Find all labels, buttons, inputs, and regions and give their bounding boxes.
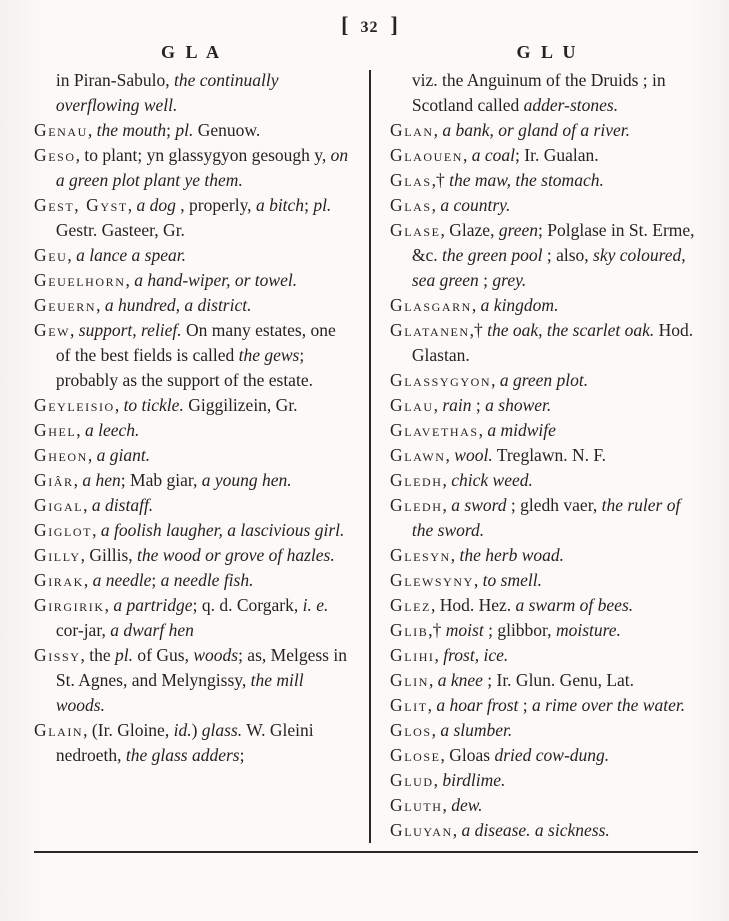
dictionary-entry	[390, 818, 705, 843]
headword: Gheon	[34, 445, 88, 465]
dictionary-entry	[390, 618, 705, 643]
dictionary-entry	[34, 243, 349, 268]
definition-italic: to tickle.	[123, 395, 184, 415]
entry-text: ,	[450, 545, 460, 565]
dictionary-entry	[34, 568, 349, 593]
entry-text: ,	[96, 295, 105, 315]
entry-text: ; probably as the support of the estate.	[55, 345, 313, 390]
definition-italic: a leech.	[85, 420, 140, 440]
headword: Glit	[390, 695, 428, 715]
entry-text: ,	[114, 395, 124, 415]
dictionary-entry	[390, 493, 705, 543]
definition-italic: the oak, the scarlet oak.	[487, 320, 655, 340]
dictionary-entry	[390, 693, 705, 718]
headword: Gluth	[390, 795, 443, 815]
entry-text: ,†	[428, 620, 446, 640]
entry-text: ,	[491, 370, 500, 390]
definition-italic: a needle	[92, 570, 152, 590]
entry-text: ;	[518, 695, 532, 715]
definition-italic: rain	[442, 395, 472, 415]
dictionary-entry	[390, 118, 705, 143]
entry-text: ;	[166, 120, 176, 140]
definition-italic: birdlime.	[442, 770, 506, 790]
headword: Glihi	[390, 645, 435, 665]
entry-text: ; Ir. Glun. Genu, Lat.	[482, 670, 635, 690]
entry-text: ,	[433, 395, 443, 415]
definition-italic: the continually overflowing well.	[55, 70, 279, 115]
definition-italic: dew.	[451, 795, 483, 815]
dictionary-entry	[390, 168, 705, 193]
definition-italic: moisture.	[555, 620, 621, 640]
dictionary-entry	[34, 718, 349, 768]
entry-text: Hod. Glastan.	[411, 320, 694, 365]
definition-italic: a distaff.	[91, 495, 154, 515]
definition-italic: a lance a spear.	[76, 245, 186, 265]
entry-text: ,	[463, 145, 472, 165]
entry-continuation	[34, 68, 349, 118]
definition-italic: a foolish laugher, a lascivious girl.	[100, 520, 345, 540]
entry-text: ,	[471, 295, 481, 315]
dictionary-entry	[390, 368, 705, 393]
entry-continuation	[390, 68, 705, 118]
definition-italic: the herb woad.	[459, 545, 565, 565]
dictionary-entry	[34, 118, 349, 143]
headword: Glas	[390, 170, 432, 190]
headword: Glin	[390, 670, 429, 690]
entry-text: , Gillis,	[80, 545, 138, 565]
headword: Geu	[34, 245, 68, 265]
definition-italic: a swarm of bees.	[515, 595, 634, 615]
entry-text: ,†	[469, 320, 488, 340]
headword: Geuelhorn	[34, 270, 126, 290]
entry-text: , the	[80, 645, 116, 665]
dictionary-entry	[34, 193, 349, 243]
page-number: 32	[360, 19, 379, 36]
definition-italic: a country.	[440, 195, 511, 215]
column-divider-rule	[369, 70, 371, 843]
definition-italic: green	[498, 220, 539, 240]
entry-text: Gestr. Gasteer, Gr.	[55, 220, 185, 240]
headword: Glose	[390, 745, 441, 765]
headword: Glavethas	[390, 420, 479, 440]
definition-italic: glass.	[201, 720, 243, 740]
headword: Glase	[390, 220, 441, 240]
dictionary-entry	[390, 718, 705, 743]
definition-italic: a slumber.	[440, 720, 513, 740]
headword: Gest, Gyst	[34, 195, 128, 215]
definition-italic: pl.	[115, 645, 134, 665]
definition-italic: a dog	[136, 195, 176, 215]
definition-italic: support, relief.	[78, 320, 182, 340]
entry-text: ,	[83, 570, 93, 590]
entry-text: in Piran-Sabulo,	[55, 70, 174, 90]
definition-italic: the glass adders	[125, 745, 240, 765]
entry-text: ,	[442, 470, 452, 490]
entry-text: ,	[428, 670, 438, 690]
dictionary-entry	[390, 143, 705, 168]
definition-italic: pl.	[175, 120, 194, 140]
definition-italic: a giant.	[96, 445, 151, 465]
page-header	[34, 10, 705, 40]
headword: Gissy	[34, 645, 81, 665]
entry-text: ,	[427, 695, 437, 715]
left-column-header: G L A	[160, 42, 223, 62]
entry-text: ,	[478, 420, 488, 440]
dictionary-entry	[34, 393, 349, 418]
headword: Glasgarn	[390, 295, 472, 315]
definition-italic: adder-stones.	[523, 95, 619, 115]
entry-text: ;	[471, 395, 486, 415]
definition-italic: a midwife	[487, 420, 556, 440]
entry-text: cor-jar,	[55, 620, 111, 640]
definition-italic: wool.	[454, 445, 493, 465]
entry-text: ; also,	[542, 245, 594, 265]
definition-italic: the ruler of the sword.	[411, 495, 681, 540]
definition-italic: grey.	[492, 270, 527, 290]
dictionary-entry	[34, 143, 349, 193]
right-column-header: G L U	[516, 42, 579, 62]
dictionary-entry	[390, 668, 705, 693]
entry-text: ; Ir. Gualan.	[515, 145, 599, 165]
bottom-horizontal-rule	[34, 851, 698, 853]
dictionary-entry	[390, 443, 705, 468]
dictionary-entry	[390, 543, 705, 568]
dictionary-entry	[390, 568, 705, 593]
definition-italic: to smell.	[482, 570, 542, 590]
definition-italic: sky coloured, sea green	[411, 245, 686, 290]
entry-text: , (Ir. Gloine,	[83, 720, 174, 740]
entry-text: ;	[151, 570, 161, 590]
entry-text: , Glaze,	[440, 220, 499, 240]
entry-text: ; Polglase in St. Erme, &c.	[411, 220, 695, 265]
headword: Glud	[390, 770, 434, 790]
definition-italic: the wood or grove of hazles.	[137, 545, 335, 565]
dictionary-entry	[34, 418, 349, 443]
definition-italic: i. e.	[302, 595, 329, 615]
definition-italic: on a green plot plant ye them.	[55, 145, 349, 190]
definition-italic: a green plot.	[499, 370, 589, 390]
definition-italic: a rime over the water.	[532, 695, 686, 715]
entry-text: ,	[445, 445, 455, 465]
dictionary-entry	[390, 293, 705, 318]
entry-text: of Gus,	[133, 645, 194, 665]
headword: Geso	[34, 145, 76, 165]
entry-text: ,	[104, 595, 114, 615]
entry-text: ,	[127, 195, 137, 215]
dictionary-entry	[34, 443, 349, 468]
headword: Giglot	[34, 520, 93, 540]
definition-italic: a hundred, a district.	[104, 295, 252, 315]
entry-text: ,	[431, 720, 441, 740]
headword: Glesyn	[390, 545, 451, 565]
entry-text: ; glibbor,	[483, 620, 556, 640]
definition-italic: the mouth	[96, 120, 167, 140]
dictionary-entry	[34, 293, 349, 318]
headword: Gledh	[390, 495, 443, 515]
entry-text: Treglawn. N. F.	[492, 445, 607, 465]
dictionary-entry	[390, 393, 705, 418]
definition-italic: the gews	[238, 345, 300, 365]
headword: Gluyan	[390, 820, 453, 840]
dictionary-entry	[390, 318, 705, 368]
dictionary-entry	[390, 593, 705, 618]
dictionary-entry	[34, 543, 349, 568]
definition-italic: a bitch	[255, 195, 305, 215]
entry-text: )	[191, 720, 202, 740]
entry-text: Genuow.	[193, 120, 261, 140]
entry-text: ;	[304, 195, 314, 215]
entry-text: ,	[76, 420, 86, 440]
headword: Gigal	[34, 495, 84, 515]
dictionary-entry	[34, 518, 349, 543]
headword: Gilly	[34, 545, 81, 565]
definition-italic: the maw, the stomach.	[449, 170, 604, 190]
definition-italic: a partridge	[113, 595, 193, 615]
entry-text: ; Mab giar,	[120, 470, 202, 490]
definition-italic: a disease. a sickness.	[461, 820, 610, 840]
headword: Glib	[390, 620, 429, 640]
dictionary-entry	[34, 468, 349, 493]
headword: Geyleisio	[34, 395, 115, 415]
definition-italic: a kingdom.	[480, 295, 559, 315]
dictionary-entry	[34, 593, 349, 643]
definition-italic: frost, ice.	[443, 645, 509, 665]
dictionary-entry	[390, 768, 705, 793]
definition-italic: a hoar frost	[436, 695, 519, 715]
right-column	[390, 68, 705, 843]
entry-text: ,	[452, 820, 462, 840]
headword: Glain	[34, 720, 84, 740]
definition-italic: pl.	[313, 195, 332, 215]
page-number-bracket-left: [	[341, 12, 349, 37]
entry-text: ,	[442, 495, 452, 515]
headword: Ghel	[34, 420, 77, 440]
dictionary-entry	[390, 643, 705, 668]
definition-italic: a knee	[437, 670, 483, 690]
definition-italic: a hand-wiper, or towel.	[134, 270, 298, 290]
headword: Girak	[34, 570, 84, 590]
dictionary-entry	[390, 793, 705, 818]
dictionary-entry	[34, 318, 349, 393]
definition-italic: a shower.	[485, 395, 552, 415]
entry-text: ,	[473, 570, 483, 590]
definition-italic: a coal	[471, 145, 516, 165]
definition-italic: moist	[445, 620, 484, 640]
entry-text: , Gloas	[440, 745, 495, 765]
entry-text: W. Gleini nedroeth,	[55, 720, 314, 765]
definition-italic: a hen	[82, 470, 121, 490]
headword: Glaouen	[390, 145, 463, 165]
entry-text: ;	[239, 745, 245, 765]
headword: Glos	[390, 720, 432, 740]
dictionary-entry	[390, 418, 705, 443]
dictionary-entry	[34, 493, 349, 518]
entry-text: ,	[433, 770, 443, 790]
definition-italic: a bank, or gland of a river.	[442, 120, 630, 140]
dictionary-entry	[34, 268, 349, 293]
text-columns	[34, 68, 705, 843]
definition-italic: id.	[173, 720, 192, 740]
headword: Glas	[390, 195, 432, 215]
definition-italic: chick weed.	[451, 470, 533, 490]
entry-text: ,	[125, 270, 135, 290]
headword: Glau	[390, 395, 434, 415]
definition-italic: a sword	[451, 495, 507, 515]
headword: Genau	[34, 120, 88, 140]
entry-text: ,	[73, 470, 83, 490]
entry-text: ,	[434, 645, 444, 665]
entry-text: ,	[431, 195, 441, 215]
entry-text: , properly,	[175, 195, 256, 215]
entry-text: ; q. d. Corgark,	[192, 595, 303, 615]
entry-text: , to plant; yn glassygyon gesough y,	[75, 145, 331, 165]
page-number-bracket-right: ]	[390, 12, 398, 37]
entry-text: ,	[433, 120, 443, 140]
entry-text: ,	[70, 320, 79, 340]
dictionary-entry	[390, 193, 705, 218]
entry-text: viz. the Anguinum of the Druids ; in Scotland called	[411, 70, 666, 115]
dictionary-entry	[390, 468, 705, 493]
definition-italic: dried cow-dung.	[494, 745, 610, 765]
dictionary-entry	[390, 218, 705, 293]
headword: Gew	[34, 320, 71, 340]
headword: Geuern	[34, 295, 97, 315]
headword: Glewsyny	[390, 570, 474, 590]
entry-text: , Hod. Hez.	[430, 595, 516, 615]
headword: Glawn	[390, 445, 446, 465]
definition-italic: woods	[193, 645, 239, 665]
headword: Gledh	[390, 470, 443, 490]
headword: Giâr	[34, 470, 74, 490]
headword: Glassygyon	[390, 370, 492, 390]
headword: Glan	[390, 120, 434, 140]
headword: Glatanen	[390, 320, 470, 340]
dictionary-entry	[34, 643, 349, 718]
definition-italic: the mill woods.	[55, 670, 304, 715]
dictionary-entry	[390, 743, 705, 768]
entry-text: ,†	[431, 170, 450, 190]
definition-italic: a needle fish.	[160, 570, 254, 590]
definition-italic: a dwarf hen	[110, 620, 194, 640]
entry-text: ,	[442, 795, 452, 815]
entry-text: ,	[92, 520, 101, 540]
left-column	[34, 68, 349, 843]
entry-text: ;	[478, 270, 493, 290]
headword: Girgirik	[34, 595, 105, 615]
definition-italic: the green pool	[442, 245, 543, 265]
entry-text: Giggilizein, Gr.	[183, 395, 298, 415]
entry-text: On many estates, one of the best fields is called	[55, 320, 336, 365]
column-headers	[34, 40, 705, 68]
definition-italic: a young hen.	[201, 470, 292, 490]
entry-text: ,	[87, 120, 97, 140]
entry-text: ,	[87, 445, 97, 465]
entry-text: ; gledh vaer,	[506, 495, 602, 515]
entry-text: ,	[67, 245, 77, 265]
entry-text: ,	[83, 495, 92, 515]
entry-text: ; as, Melgess in St. Agnes, and Melyngissy,	[55, 645, 347, 690]
headword: Glez	[390, 595, 431, 615]
